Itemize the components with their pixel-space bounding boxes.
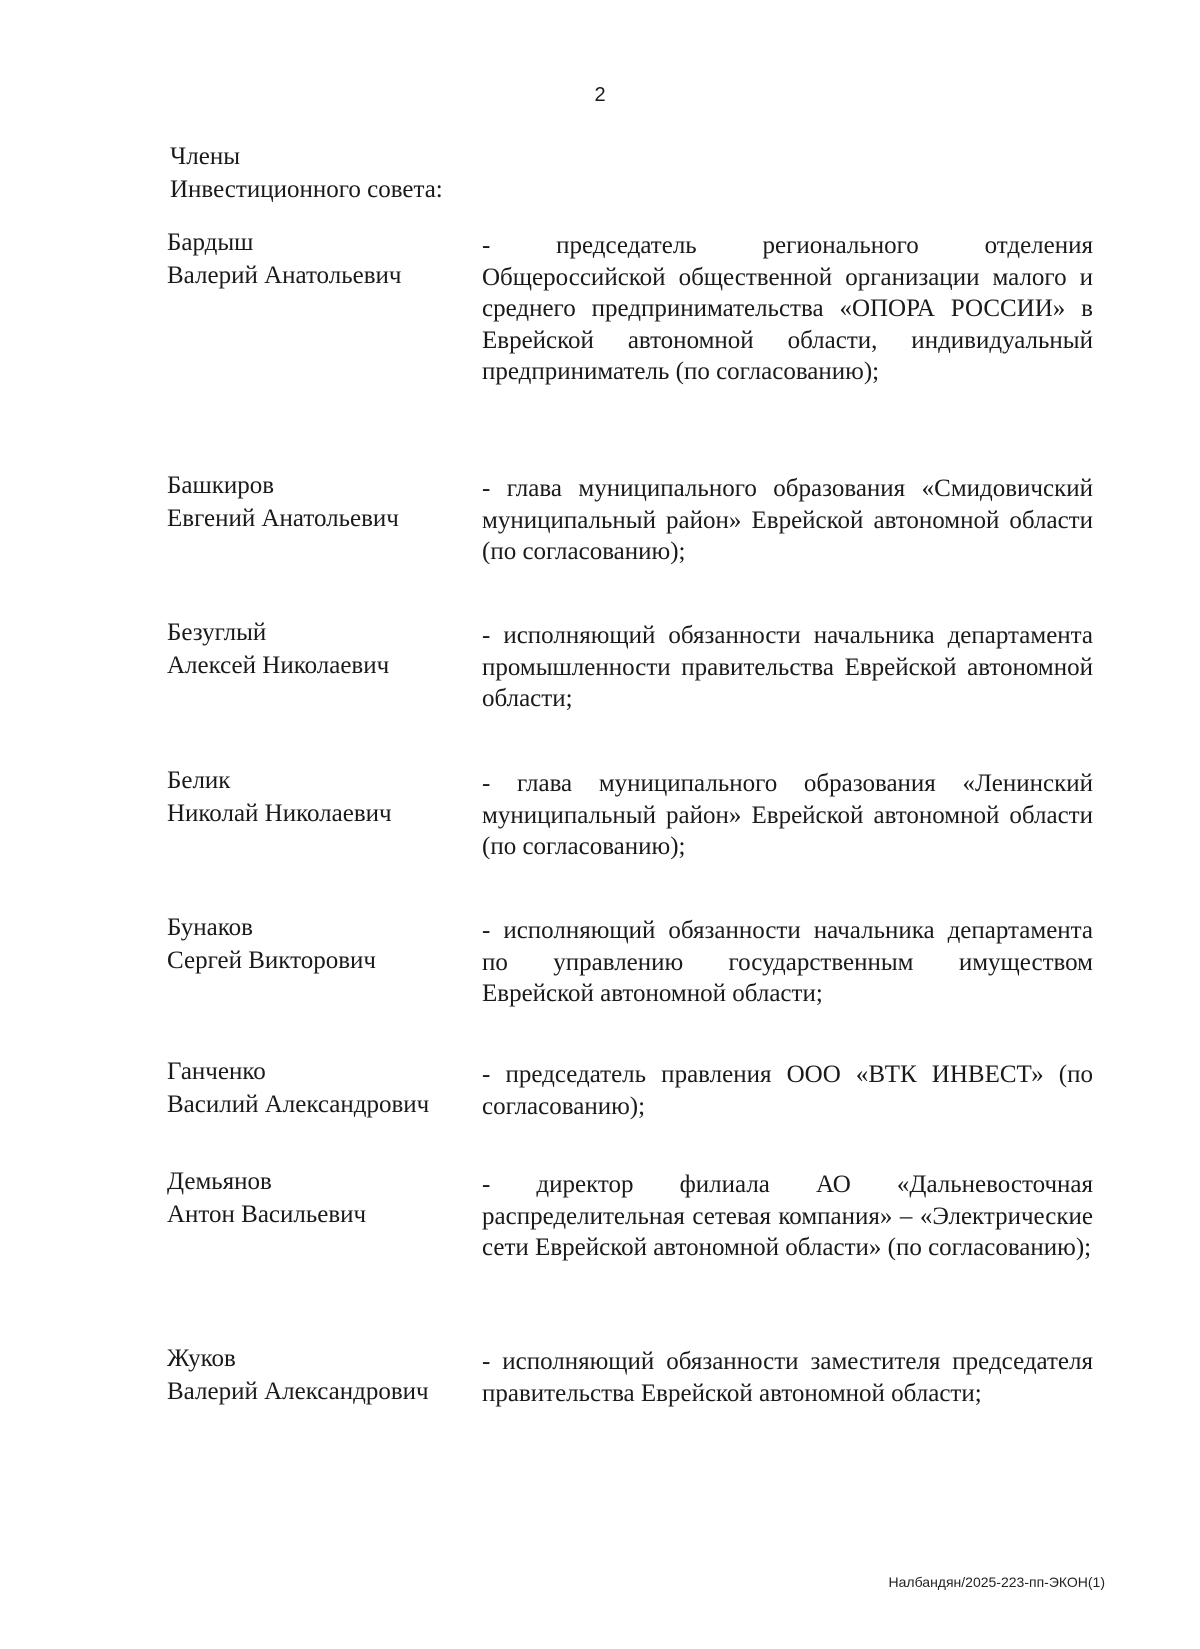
section-heading bbox=[170, 140, 443, 206]
member-name bbox=[167, 911, 467, 977]
member-name bbox=[167, 1342, 467, 1408]
member-given-names: Евгений Анатольевич bbox=[167, 505, 399, 532]
member-surname: Безуглый bbox=[167, 619, 267, 646]
member-surname: Белик bbox=[167, 767, 231, 794]
member-surname: Жуков bbox=[167, 1345, 236, 1372]
member-role: - исполняющий обязанности начальника департамента промышленности правительства Еврейской автономной области; bbox=[482, 622, 1093, 712]
member-given-names: Василий Александрович bbox=[167, 1091, 430, 1118]
member-role: - председатель правления ООО «ВТК ИНВЕСТ» (по согласованию); bbox=[482, 1061, 1093, 1120]
member-role: - директор филиала АО «Дальневосточная распределительная сетевая компания» – «Электрические сети Еврейской автономной области» (по согласованию); bbox=[482, 1171, 1093, 1261]
member-surname: Ганченко bbox=[167, 1058, 266, 1085]
member-name bbox=[167, 469, 467, 535]
member-role: - глава муниципального образования «Ленинский муниципальный район» Еврейской автономной области (по согласованию); bbox=[482, 770, 1093, 860]
member-given-names: Валерий Александрович bbox=[167, 1378, 429, 1405]
member-role: - исполняющий обязанности заместителя председателя правительства Еврейской автономной области; bbox=[482, 1348, 1093, 1407]
member-name bbox=[167, 226, 467, 292]
member-given-names: Антон Васильевич bbox=[167, 1201, 367, 1228]
member-given-names: Сергей Викторович bbox=[167, 947, 376, 974]
member-surname: Башкиров bbox=[167, 472, 275, 499]
page-number: 2 bbox=[594, 84, 606, 106]
member-surname: Бардыш bbox=[167, 229, 254, 256]
member-role: - глава муниципального образования «Смидовичский муниципальный район» Еврейской автономной области (по согласованию); bbox=[482, 475, 1093, 565]
heading-line-2: Инвестиционного совета: bbox=[170, 176, 443, 203]
document-reference-code: Налбандян/2025-223-пп-ЭКОН(1) bbox=[888, 1574, 1105, 1590]
member-given-names: Валерий Анатольевич bbox=[167, 262, 402, 289]
member-name bbox=[167, 1165, 467, 1231]
member-surname: Бунаков bbox=[167, 914, 253, 941]
member-role: - председатель регионального отделения Общероссийской общественной организации малого и среднего предпринимательства «ОПОРА РОССИИ» в Еврейской автономной области, индивидуальный предприниматель (по согласованию); bbox=[482, 232, 1093, 385]
member-given-names: Алексей Николаевич bbox=[167, 652, 390, 679]
member-surname: Демьянов bbox=[167, 1168, 272, 1195]
member-name bbox=[167, 1055, 467, 1121]
member-given-names: Николай Николаевич bbox=[167, 800, 392, 827]
member-name bbox=[167, 764, 467, 830]
member-role: - исполняющий обязанности начальника департамента по управлению государственным имуществом Еврейской автономной области; bbox=[482, 917, 1093, 1007]
member-name bbox=[167, 616, 467, 682]
heading-line-1: Члены bbox=[170, 143, 240, 170]
